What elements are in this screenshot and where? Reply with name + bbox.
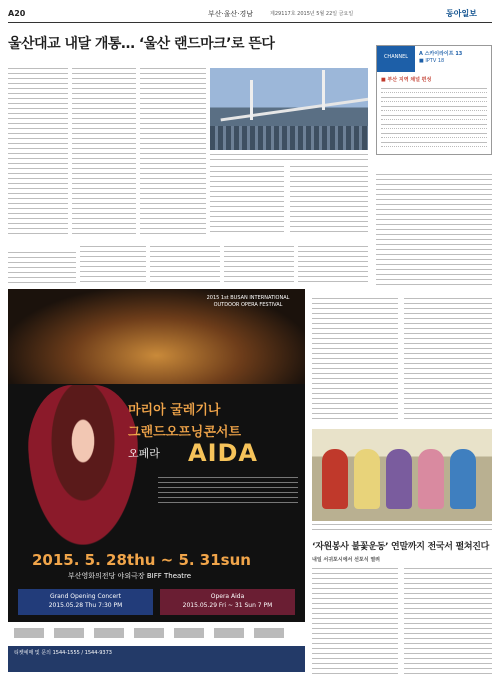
gala-concert-box: Grand Opening Concert 2015.05.28 Thu 7:30 PM — [18, 589, 153, 615]
lead-text-col-2 — [72, 66, 136, 234]
schedule-row — [381, 104, 487, 111]
ad-title-concert: 그랜드오프닝콘서트 — [128, 425, 242, 440]
notice-col-5 — [298, 244, 368, 284]
person — [322, 449, 348, 509]
ad-venue: 부산영화의전당 야외극장 BIFF Theatre — [68, 572, 192, 580]
issue-date: 제29117호 2015년 5월 22일 금요일 — [270, 11, 354, 17]
sponsor-logo — [214, 628, 244, 638]
ad-title-singer: 마리아 굴레기나 — [128, 403, 221, 418]
singer-photo — [28, 385, 138, 545]
schedule-row — [381, 140, 487, 147]
schedule-row — [381, 86, 487, 93]
sponsor-logo — [54, 628, 84, 638]
ad-title-aida: AIDA — [188, 439, 258, 467]
festival-name: 2015 1st BUSAN INTERNATIONAL OUTDOOR OPERA FESTIVAL — [206, 295, 290, 308]
bridge-photo — [210, 68, 368, 150]
notice-col-1 — [8, 250, 76, 284]
page-headline: 울산대교 내달 개통… ‘울산 랜드마크’로 뜬다 — [8, 36, 275, 52]
bridge-tower — [250, 80, 253, 120]
opera-aida-box: Opera Aida 2015.05.29 Fri ~ 31 Sun 7 PM — [160, 589, 295, 615]
channel-sidebar — [376, 45, 492, 155]
sidebar-title: A 스카이라이프 13 — [419, 51, 463, 57]
mid-right-text-col-1 — [312, 296, 398, 422]
sponsor-logo — [134, 628, 164, 638]
notice-col-3 — [150, 244, 220, 284]
sponsor-strip — [8, 622, 305, 646]
article2-subhead: 내일 서귀포시에서 선포식 열려 — [312, 557, 381, 563]
sidebar-subtitle: ■ IPTV 18 — [419, 58, 445, 64]
article2-headline: ‘자원봉사 불꽃운동’ 연말까지 전국서 펼쳐진다 — [312, 542, 490, 552]
article2-text-col-1 — [312, 566, 398, 676]
lead-text-col-3 — [140, 66, 206, 234]
schedule-row — [381, 113, 487, 120]
article-text-col-4 — [210, 164, 284, 236]
sponsor-logo — [254, 628, 284, 638]
person — [418, 449, 444, 509]
sponsor-logo — [94, 628, 124, 638]
notice-col-4 — [224, 244, 294, 284]
section-name: 부산·울산·경남 — [208, 10, 254, 18]
person — [450, 449, 476, 509]
person — [386, 449, 412, 509]
channel-logo: CHANNEL — [377, 46, 415, 72]
photo-caption — [210, 152, 368, 160]
bridge-deck — [221, 98, 368, 122]
sponsor-logo — [174, 628, 204, 638]
schedule-row — [381, 131, 487, 138]
notice-col-2 — [80, 244, 146, 284]
volunteer-photo — [312, 429, 492, 521]
schedule-row — [381, 95, 487, 102]
right-article-text — [376, 172, 492, 288]
article2-text-col-2 — [404, 566, 492, 676]
ticket-info: 티켓예매 및 문의 1544-1555 / 1544-9373 — [8, 646, 305, 672]
photo2-caption — [312, 522, 492, 532]
person — [354, 449, 380, 509]
paper-logo: 동아일보 — [446, 9, 477, 18]
page-header — [8, 8, 492, 20]
header-rule — [8, 22, 492, 23]
sidebar-heading: ■ 부산 지역 채널 편성 — [381, 77, 432, 83]
ad-description — [158, 475, 298, 505]
ad-title-opera: 오페라 — [128, 447, 160, 460]
ad-dates: 2015. 5. 28thu ~ 5. 31sun — [32, 551, 251, 569]
bridge-tower — [322, 70, 325, 110]
sponsor-logo — [14, 628, 44, 638]
opera-advertisement — [8, 289, 305, 672]
article-text-col-5 — [290, 164, 368, 236]
lead-text-col-1 — [8, 66, 68, 234]
mid-right-text-col-2 — [404, 296, 492, 422]
city-skyline — [210, 126, 368, 150]
schedule-row — [381, 122, 487, 129]
page-number: A20 — [8, 9, 26, 18]
